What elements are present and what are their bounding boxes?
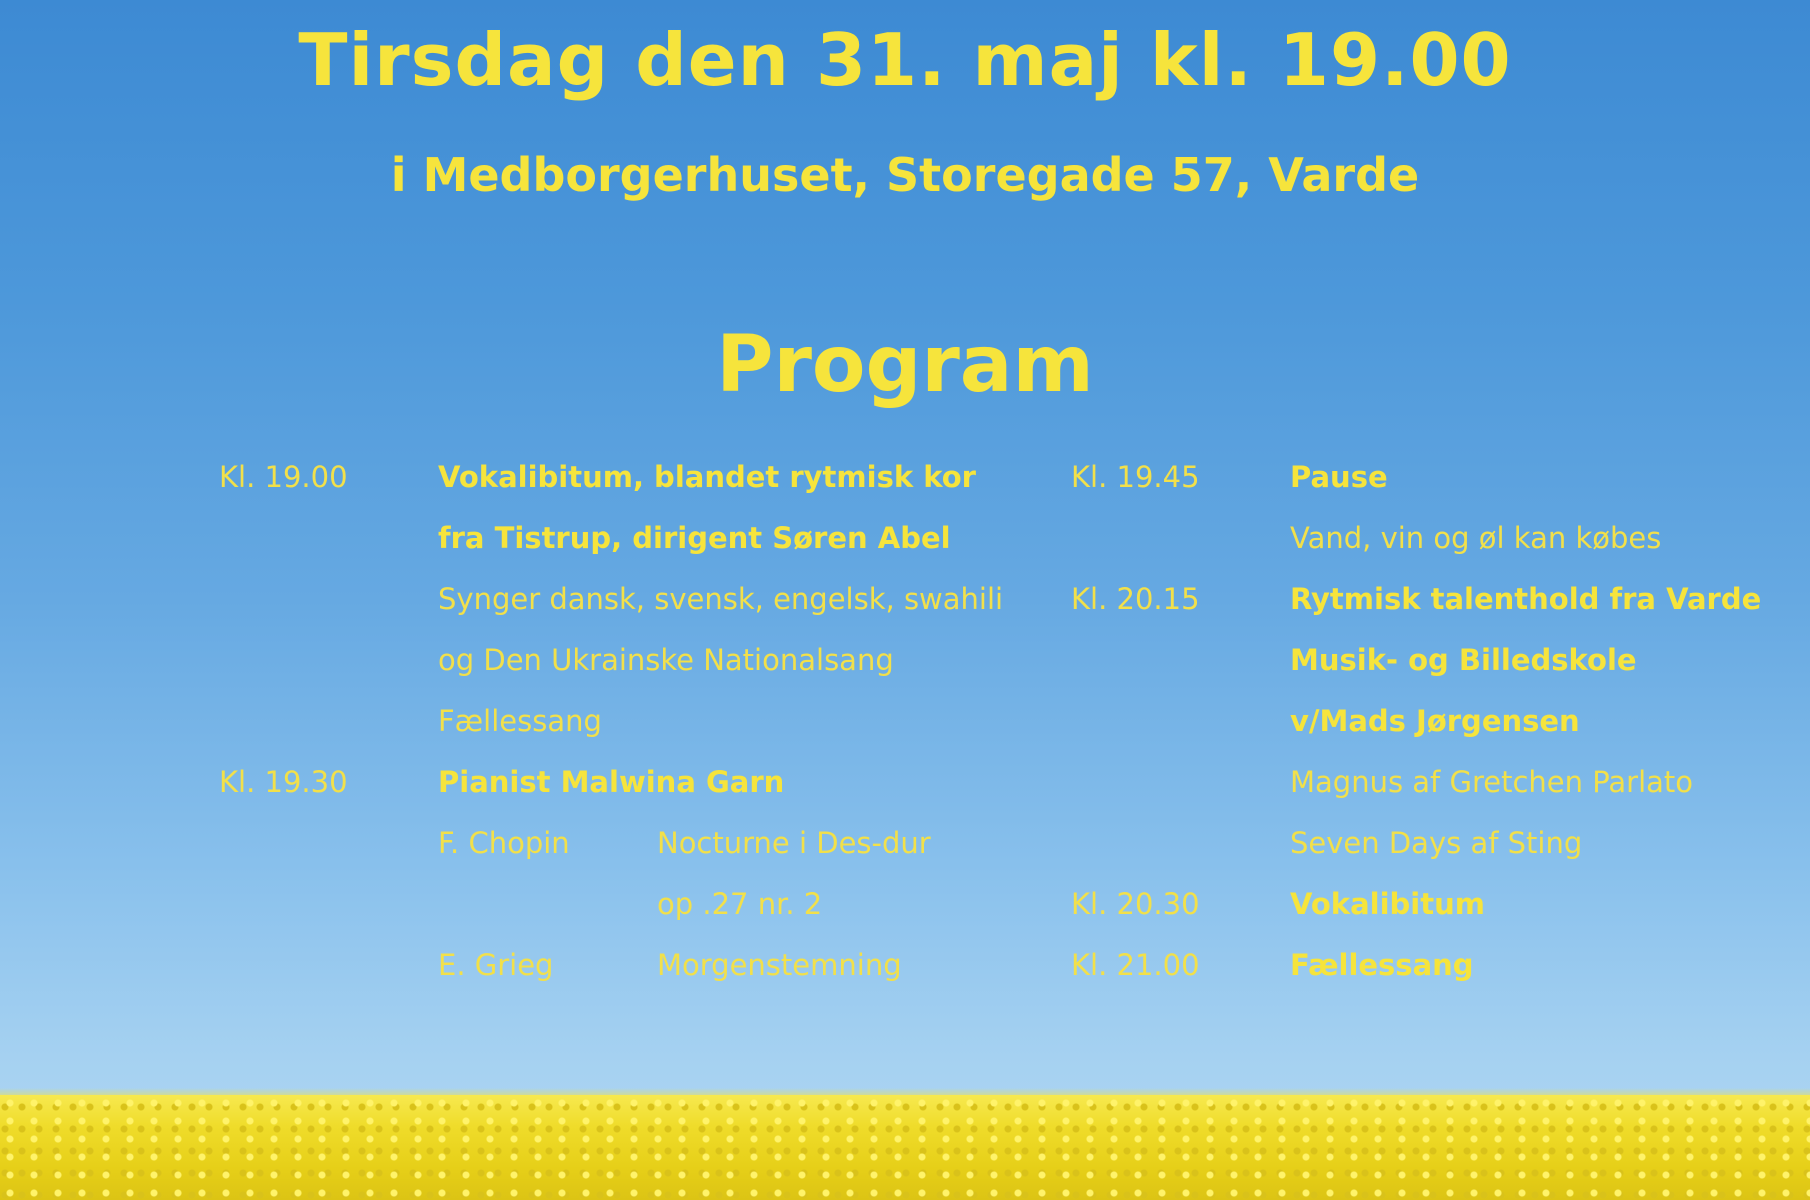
program-act-description: Seven Days af Sting [1290,826,1583,860]
program-act-title: Fællessang [1290,948,1474,982]
program-act-title: Vokalibitum [1290,887,1485,921]
program-time: Kl. 19.45 [1071,460,1200,494]
program-act-title: Vokalibitum, blandet rytmisk kor [438,460,976,494]
rapeseed-field-image [0,1095,1810,1200]
program-time: Kl. 20.15 [1071,582,1200,616]
event-date-headline: Tirsdag den 31. maj kl. 19.00 [298,18,1512,102]
program-composer: E. Grieg [438,948,554,982]
program-piece: Nocturne i Des-dur [657,826,931,860]
program-time: Kl. 19.00 [219,460,348,494]
program-act-description: og Den Ukrainske Nationalsang [438,643,894,677]
program-act-description: Magnus af Gretchen Parlato [1290,765,1694,799]
program-act-title: Pause [1290,460,1388,494]
program-act-title: Musik- og Billedskole [1290,643,1637,677]
program-act-description: Synger dansk, svensk, engelsk, swahili [438,582,1004,616]
program-act-title: Rytmisk talenthold fra Varde [1290,582,1762,616]
program-time: Kl. 21.00 [1071,948,1200,982]
program-act-title: v/Mads Jørgensen [1290,704,1580,738]
program-heading: Program [716,320,1094,410]
event-venue: i Medborgerhuset, Storegade 57, Varde [390,148,1420,202]
program-act-description: Fællessang [438,704,602,738]
program-act-title: fra Tistrup, dirigent Søren Abel [438,521,951,555]
program-piece: Morgenstemning [657,948,902,982]
program-act-title: Pianist Malwina Garn [438,765,785,799]
program-act-description: Vand, vin og øl kan købes [1290,521,1662,555]
program-composer: F. Chopin [438,826,570,860]
program-time: Kl. 19.30 [219,765,348,799]
program-piece: op .27 nr. 2 [657,887,823,921]
program-time: Kl. 20.30 [1071,887,1200,921]
